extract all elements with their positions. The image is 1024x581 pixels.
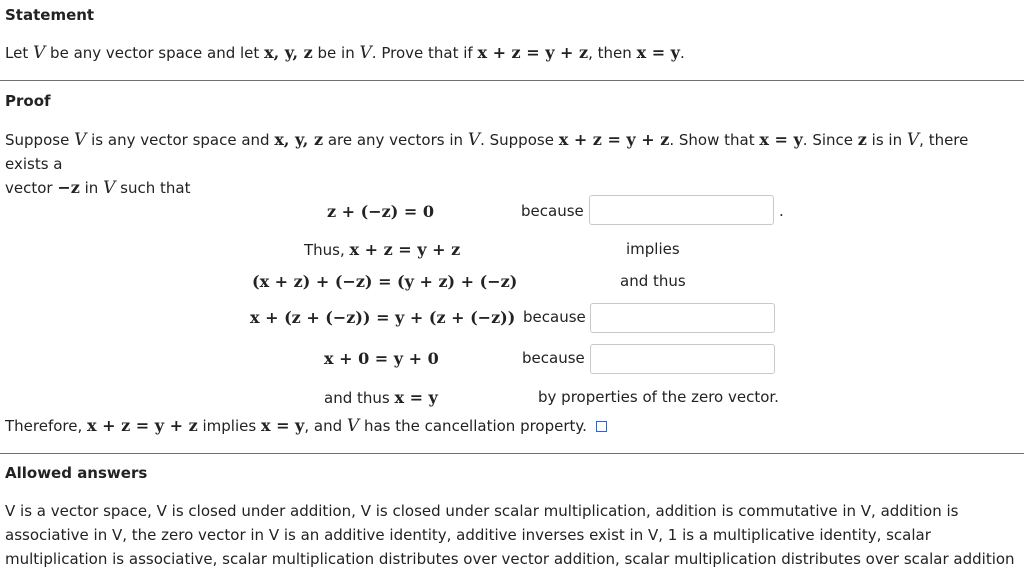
proof-heading: Proof [5,92,51,110]
math-V: V [467,130,481,150]
math-V: V [346,416,360,436]
math-V: V [32,43,46,63]
reason-2: implies [626,240,680,258]
proof-word: Suppose [5,131,70,149]
proof-word: . Suppose [480,131,554,149]
proof-line-6 [324,388,438,407]
reason-4: because [523,308,586,326]
proof-word: are any vectors in [327,131,464,149]
math-equation: x = y [636,43,680,62]
line-prefix: and thus [324,389,395,407]
statement-word: , then [588,44,632,62]
math-V: V [906,130,920,150]
math-V: V [103,178,116,198]
proof-word: , there exists a [5,131,969,173]
math-equation: x = y [759,130,803,149]
proof-line-1: z + (−z) = 0 [327,202,434,221]
proof-word: vector [5,179,53,197]
proof-word: , and [304,417,343,435]
proof-word: has the cancellation property. [363,417,587,435]
proof-word: in [84,179,99,197]
proof-line-4: x + (z + (−z)) = y + (z + (−z)) [250,308,516,327]
line-prefix: Thus, [304,241,350,259]
proof-line-5: x + 0 = y + 0 [324,349,439,368]
reason-3: and thus [620,272,686,290]
math-equation: x + z = y + z [558,130,670,149]
allowed-answers-list: V is a vector space, V is closed under addition, V is closed under scalar multiplication, addition is commutative in V, addition is associative in V, the zero vector in V is an additive identity, additive inverses exist in V, 1 is a multiplicative identity, scalar multiplication is associative, scalar multiplication distributes over vector addition, scalar multiplication distributes over scalar addition [5,502,1015,568]
math-V: V [359,43,372,63]
reason-1: because [521,202,584,220]
answer-input-1[interactable] [589,195,774,225]
proof-intro [5,128,1015,200]
statement-heading: Statement [5,6,95,24]
reason-6: by properties of the zero vector. [538,388,779,406]
reason-5: because [522,349,585,367]
math-V: V [74,130,87,150]
math-z: z [857,130,867,149]
math-xyz: x, y, z [274,130,324,149]
period: . [779,202,784,220]
statement-text [5,43,685,63]
proof-word: is any vector space and [91,131,270,149]
math-equation: x = y [394,388,438,407]
proof-line-3: (x + z) + (−z) = (y + z) + (−z) [252,272,518,291]
math-equation: x = y [260,416,305,435]
proof-conclusion [5,416,607,436]
math-negz: −z [57,178,80,197]
proof-word: Therefore, [5,417,83,435]
math-equation: x + z = y + z [87,416,198,435]
proof-word: such that [120,179,191,197]
statement-word: . Prove that if [371,44,473,62]
divider [0,80,1024,81]
math-equation: x + z = y + z [349,240,461,259]
statement-word: be in [317,44,355,62]
proof-word: is in [871,131,903,149]
divider [0,453,1024,454]
allowed-answers-heading: Allowed answers [5,464,148,482]
answer-input-2[interactable] [590,303,775,333]
math-equation: x + z = y + z [477,43,589,62]
math-xyz: x, y, z [264,43,313,62]
proof-word: implies [202,417,257,435]
statement-word: be any vector space and let [50,44,260,62]
proof-word: . Since [802,131,853,149]
statement-word: . [679,44,685,62]
proof-word: . Show that [669,131,755,149]
proof-line-2 [304,240,460,259]
qed-square-icon [596,421,607,432]
answer-input-3[interactable] [590,344,775,374]
statement-word: Let [5,44,29,62]
